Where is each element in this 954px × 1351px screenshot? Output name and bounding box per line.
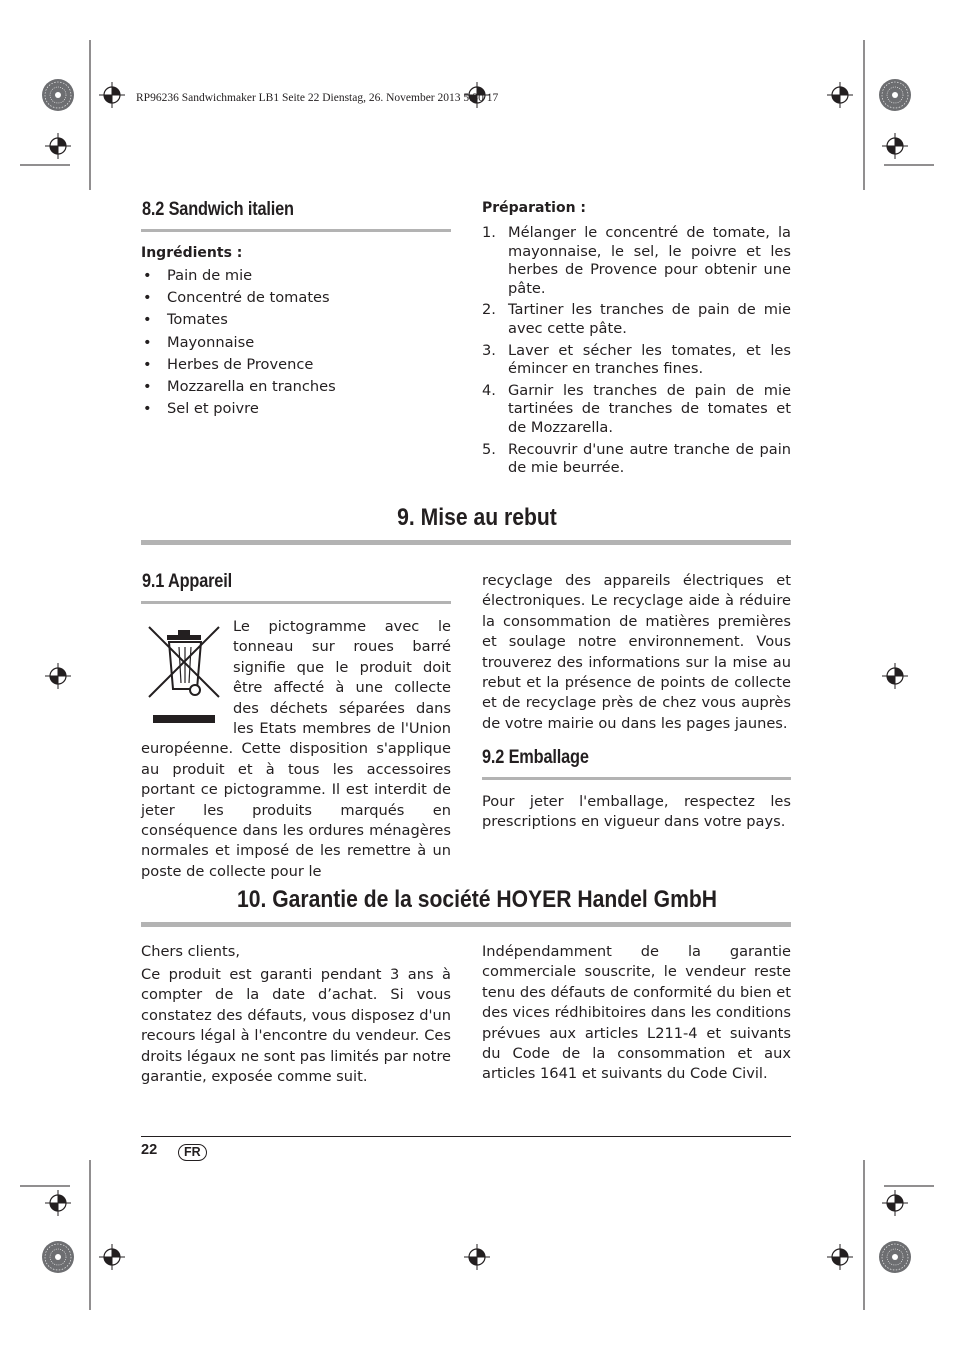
step-text: Recouvrir d'une autre tranche de pain de mie beurrée. <box>508 440 791 477</box>
section-9-1-left-text <box>141 617 451 882</box>
section-10-rule <box>141 922 791 927</box>
preparation-label: Préparation : <box>482 200 587 216</box>
list-item: • Concentré de tomates <box>141 287 451 309</box>
footer-rule <box>141 1136 791 1137</box>
step-number: 3. <box>482 341 496 359</box>
section-9-2-title: 9.2 Emballage <box>482 747 589 768</box>
step-number: 4. <box>482 381 496 399</box>
step-number: 1. <box>482 224 496 241</box>
step-number: 2. <box>482 301 496 319</box>
section-10-greeting: Chers clients, <box>141 943 240 960</box>
list-item: • Mozzarella en tranches <box>141 376 451 398</box>
step-text: Garnir les tranches de pain de mie tartinées de tranches de tomates et de Mozzarella. <box>508 381 791 436</box>
page-number: 22 <box>141 1142 158 1158</box>
section-8-2-title: 8.2 Sandwich italien <box>142 199 294 220</box>
section-9-2-text: Pour jeter l'emballage, respectez les prescriptions en vigueur dans votre pays. <box>482 793 791 831</box>
paragraph: Le pictogramme avec le tonneau sur roues barré signifie que le produit doit être affecté à une collecte des déchets séparées dans les Etats membres de l'Union européenne. Cette disposition s'applique au produit et à tous les accessoires portant ce pictogramme. Il est interdit de jeter les produits marqués en conséquence dans les ordures ménagères normales et imposé de les remettre à un poste de collecte pour le <box>141 618 451 880</box>
language-badge: FR <box>178 1144 207 1161</box>
section-8-2-rule <box>141 229 451 232</box>
ingredients-list <box>141 265 451 420</box>
section-9-1-rule <box>141 601 451 604</box>
step-number: 5. <box>482 440 496 458</box>
step-text: Laver et sécher les tomates, et les émincer en tranches fines. <box>508 341 791 378</box>
ingredients-label: Ingrédients : <box>141 245 243 261</box>
list-item: • Sel et poivre <box>141 398 451 420</box>
list-item: • Tomates <box>141 309 451 331</box>
section-10-left-text: Ce produit est garanti pendant 3 ans à compter de la date d’achat. Si vous constatez des défauts, vous disposez d'un recours légal à l'encontre du vendeur. Ces droits légaux ne sont pas limités par notre garantie, exposée comme suit. <box>141 966 451 1086</box>
step-text: Mélanger le concentré de tomate, la mayonnaise, le sel, le poivre et les herbes de Provence pour obtenir une pâte. <box>508 224 791 297</box>
section-9-1-title: 9.1 Appareil <box>142 571 232 592</box>
list-item <box>482 224 791 298</box>
section-10-title: 10. Garantie de la société HOYER Handel GmbH <box>236 886 718 913</box>
preparation-steps <box>482 224 791 481</box>
list-item: • Pain de mie <box>141 265 451 287</box>
list-item: • Herbes de Provence <box>141 354 451 376</box>
list-item <box>482 301 791 338</box>
list-item: • Mayonnaise <box>141 332 451 354</box>
section-9-2-rule <box>482 777 791 780</box>
section-10-right-text: Indépendamment de la garantie commerciale souscrite, le vendeur reste tenu des défauts de conformité du bien et des vices rédhibitoires dans les conditions prévues aux articles L211-4 et suivants du Code de la consommation et aux articles 1641 et suivants du Code Civil. <box>482 943 791 1083</box>
list-item <box>482 342 791 379</box>
list-item <box>482 382 791 438</box>
list-item <box>482 441 791 478</box>
step-text: Tartiner les tranches de pain de mie avec cette pâte. <box>508 301 791 337</box>
section-9-rule <box>141 540 791 545</box>
weee-bin-icon <box>141 617 233 723</box>
section-9-1-right-text: recyclage des appareils électriques et électroniques. Le recyclage aide à réduire la consommation de matières premières et soulage notre environnement. Vous trouverez des informations sur la mise au rebut et la présence de points de collecte et de recyclage près de chez vous auprès de votre mairie ou dans les pages jaunes. <box>482 572 791 732</box>
section-9-title: 9. Mise au rebut <box>397 504 557 531</box>
print-slug: RP96236 Sandwichmaker LB1 Seite 22 Dienstag, 26. November 2013 5:30 17 <box>136 92 499 104</box>
